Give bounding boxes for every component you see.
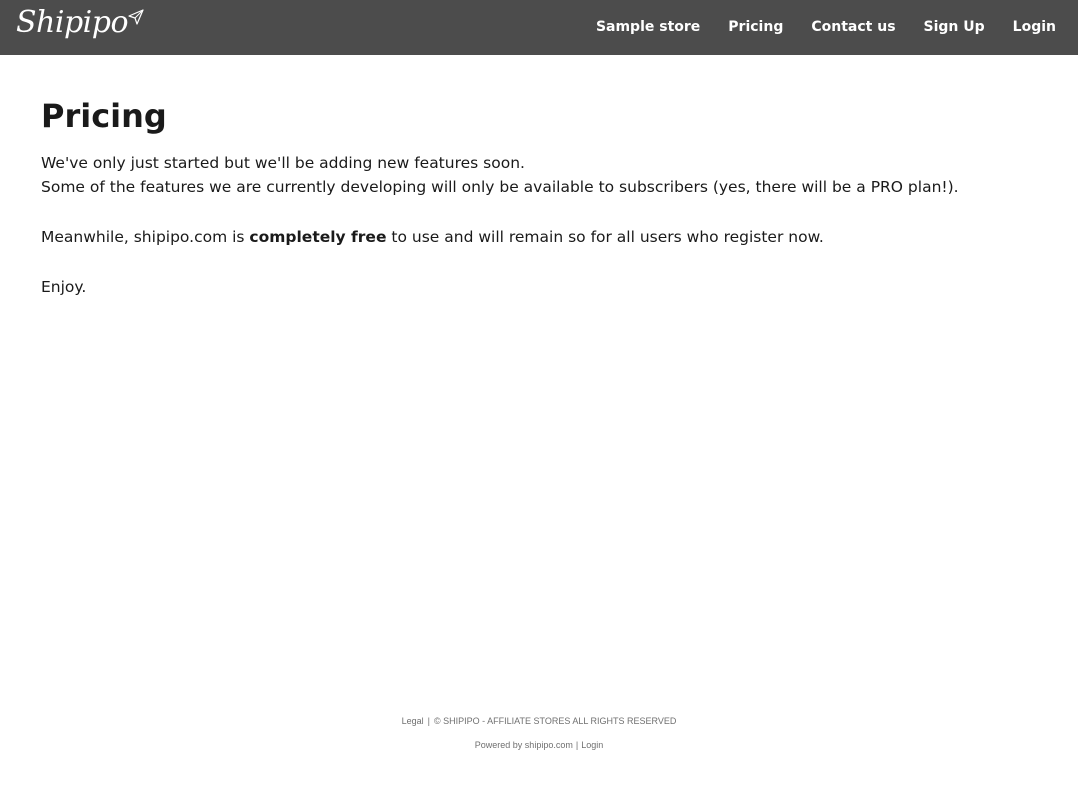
- nav-sample-store[interactable]: Sample store: [595, 19, 701, 35]
- footer-legal-line: [0, 712, 1078, 730]
- footer-powered-line: [0, 736, 1078, 754]
- free-text-after: to use and will remain so for all users who register now.: [386, 228, 824, 246]
- footer-powered-by-link[interactable]: Powered by shipipo.com: [474, 740, 573, 750]
- footer-legal-link[interactable]: Legal: [401, 716, 424, 726]
- closing-text: Enjoy.: [41, 278, 87, 296]
- nav-sign-up[interactable]: Sign Up: [923, 19, 985, 35]
- footer: [0, 712, 1078, 754]
- free-paragraph: [41, 225, 1031, 249]
- top-navigation-bar: [0, 0, 1078, 55]
- page-title: Pricing: [41, 97, 167, 135]
- footer-copyright: © SHIPIPO - AFFILIATE STORES ALL RIGHTS RESERVED: [434, 716, 677, 726]
- nav-login[interactable]: Login: [1012, 19, 1056, 35]
- intro-line-2: Some of the features we are currently developing will only be available to subscribers (yes, there will be a PRO plan!).: [41, 178, 959, 196]
- main-content: [41, 96, 1031, 325]
- footer-separator-2: |: [575, 740, 579, 750]
- nav-contact-us[interactable]: Contact us: [811, 19, 896, 35]
- nav-pricing[interactable]: Pricing: [728, 19, 784, 35]
- free-text-before: Meanwhile, shipipo.com is: [41, 228, 250, 246]
- intro-paragraph: [41, 151, 1031, 199]
- intro-line-1: We've only just started but we'll be adding new features soon.: [41, 154, 525, 172]
- main-nav: [568, 0, 1056, 55]
- footer-login-link[interactable]: Login: [581, 740, 604, 750]
- footer-separator: |: [427, 716, 430, 726]
- paper-plane-icon: [128, 9, 144, 29]
- logo-text: Shipipo: [16, 5, 129, 40]
- free-text-bold: completely free: [249, 228, 387, 246]
- shipipo-logo-link[interactable]: [16, 5, 144, 41]
